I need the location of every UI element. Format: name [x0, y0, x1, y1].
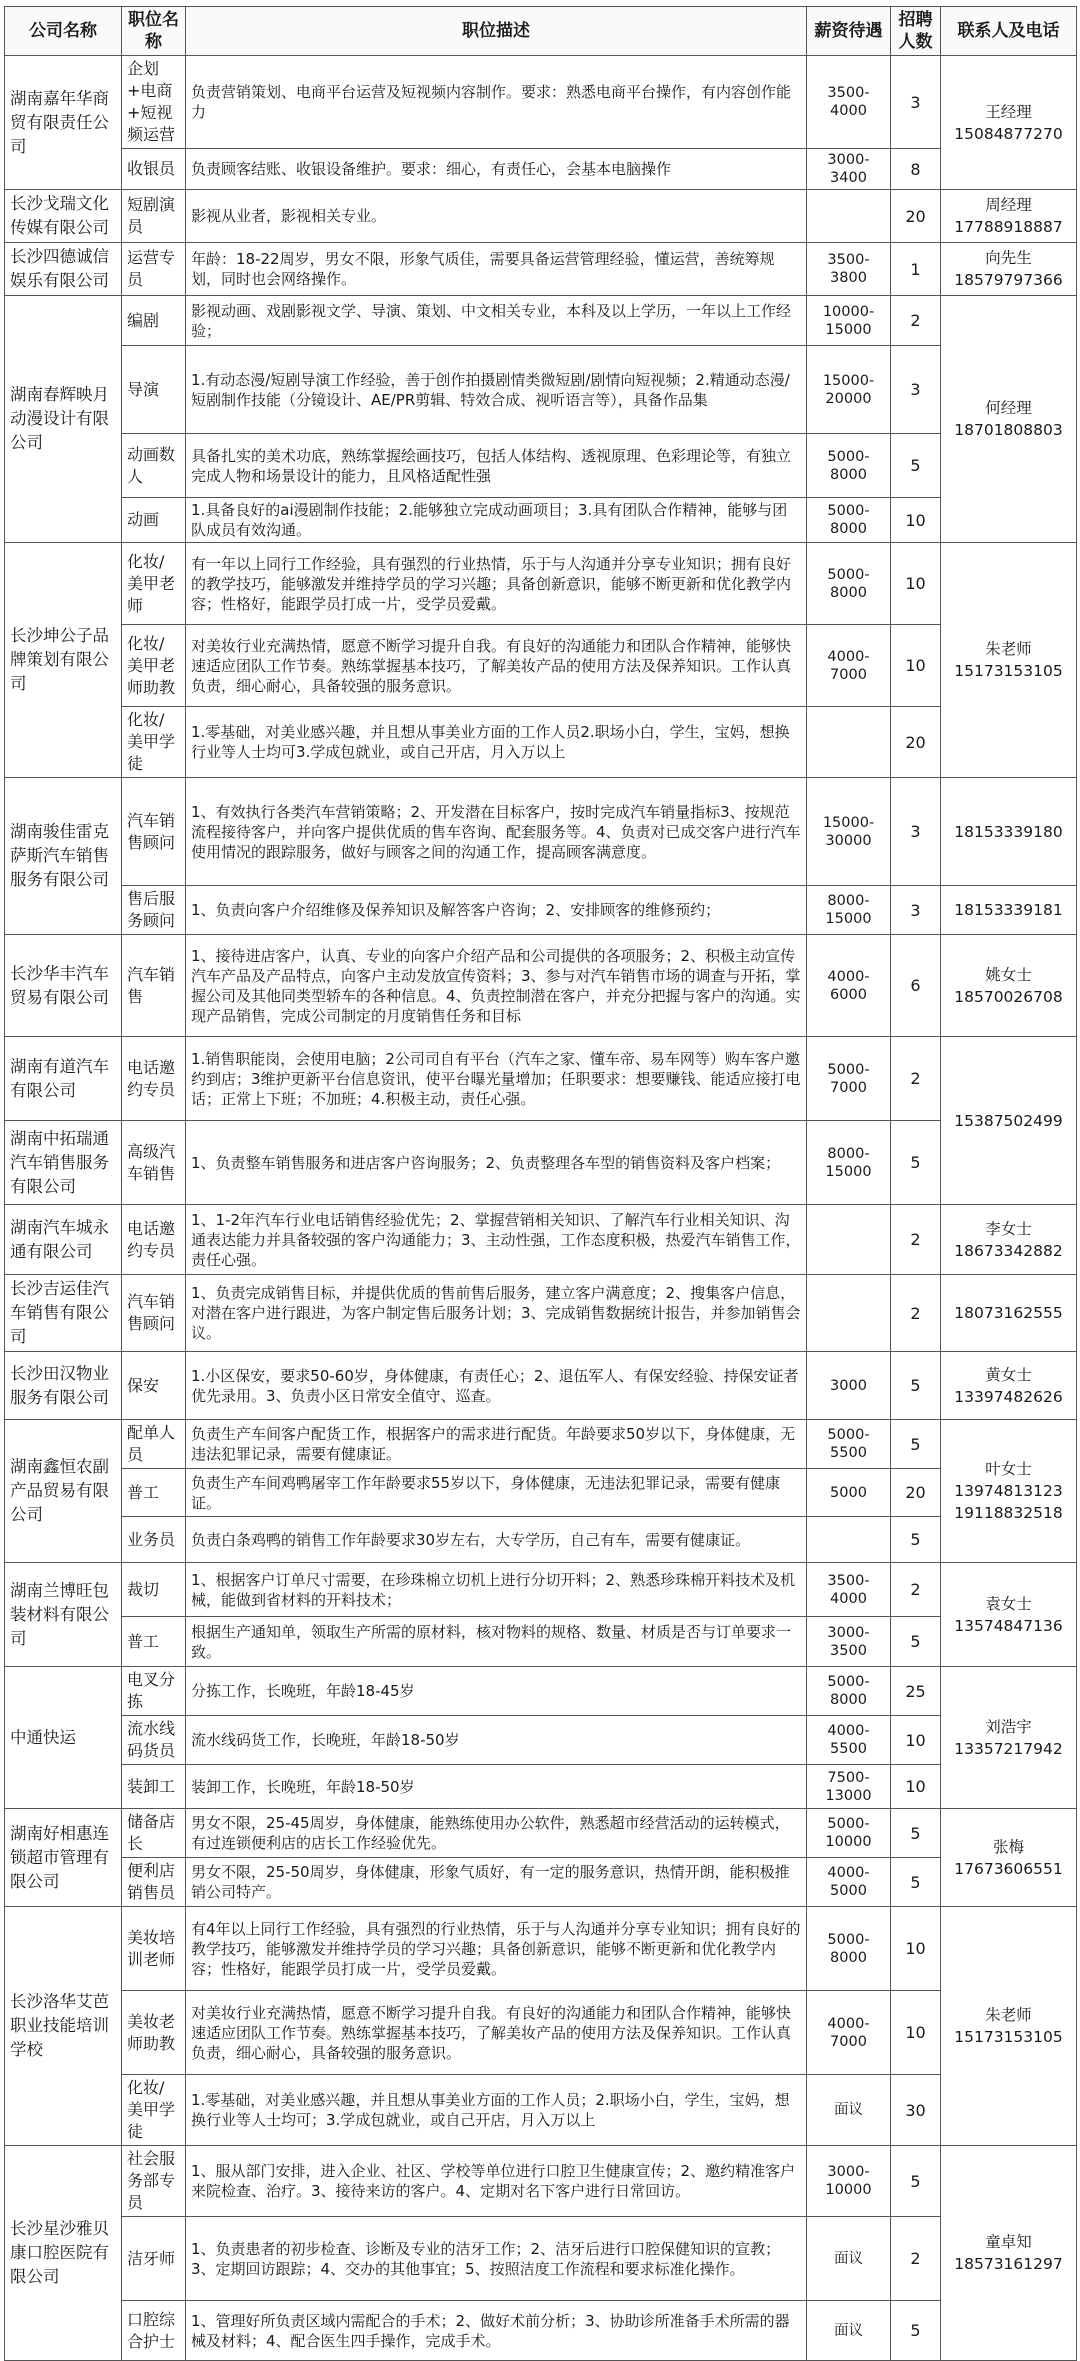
- headcount-cell: 10: [891, 498, 941, 543]
- contact-phone: 17673606551: [954, 1859, 1063, 1878]
- description-cell: 1、负责完成销售目标，并提供优质的售前售后服务，建立客户满意度；2、搜集客户信息，对潜在客户进行跟进，为客户制定售后服务计划；3、完成销售数据统计报告，并参加销售会议。: [186, 1275, 807, 1352]
- table-row: [5, 2075, 1077, 2146]
- description-cell: 1、负责向客户介绍维修及保养知识及解答客户咨询；2、安排顾客的维修预约；: [186, 886, 807, 935]
- contact-name: 刘浩宇: [985, 1717, 1032, 1736]
- description-cell: 1、负责患者的初步检查、诊断及专业的洁牙工作；2、洁牙后进行口腔保健知识的宣教；3、定期回访跟踪；4、交办的其他事宜；5、按照洁度工作流程和要求标准化操作。: [186, 2217, 807, 2301]
- salary-cell: 3000-10000: [807, 2146, 891, 2217]
- description-cell: 具备扎实的美术功底，熟练掌握绘画技巧，包括人体结构、透视原理、色彩理论等，有独立完成人物和场景设计的能力，且风格适配性强: [186, 434, 807, 498]
- table-row: [5, 346, 1077, 434]
- contact-cell: [941, 1563, 1077, 1667]
- position-cell: 保安: [122, 1352, 186, 1420]
- headcount-cell: 5: [891, 1352, 941, 1420]
- salary-cell: 5000-8000: [807, 543, 891, 625]
- salary-cell: 5000-8000: [807, 1907, 891, 1991]
- description-cell: 1、根据客户订单尺寸需要，在珍珠棉立切机上进行分切开料；2、熟悉珍珠棉开料技术及机械，能做到省材料的开料技术；: [186, 1563, 807, 1617]
- contact-phone: 15387502499: [954, 1111, 1063, 1130]
- salary-cell: 面议: [807, 2075, 891, 2146]
- contact-cell: [941, 1352, 1077, 1420]
- contact-phone: 18153339181: [954, 901, 1063, 919]
- salary-cell: 3000: [807, 1352, 891, 1420]
- job-table: [4, 6, 1077, 2361]
- salary-cell: 15000-20000: [807, 346, 891, 434]
- table-header: [5, 7, 1077, 56]
- headcount-cell: 5: [891, 1858, 941, 1907]
- headcount-cell: 6: [891, 935, 941, 1037]
- position-cell: 化妆/美甲老师: [122, 543, 186, 625]
- table-row: [5, 1420, 1077, 1469]
- header-company: 公司名称: [5, 7, 122, 56]
- table-row: [5, 1275, 1077, 1352]
- company-name-cell: 湖南中拓瑞通汽车销售服务有限公司: [5, 1121, 122, 1205]
- contact-cell: [941, 935, 1077, 1037]
- salary-cell: 4000-5000: [807, 1858, 891, 1907]
- company-name-cell: 长沙星沙雅贝康口腔医院有限公司: [5, 2146, 122, 2361]
- table-row: [5, 1205, 1077, 1275]
- contact-cell: [941, 1809, 1077, 1907]
- contact-name: 童卓知: [985, 2233, 1032, 2251]
- contact-cell: [941, 2146, 1077, 2361]
- description-cell: 负责顾客结账、收银设备维护。要求：细心，有责任心，会基本电脑操作: [186, 149, 807, 190]
- contact-cell: [941, 1037, 1077, 1205]
- contact-name: 袁女士: [985, 1594, 1032, 1613]
- description-cell: 1.小区保安，要求50-60岁，身体健康，有责任心；2、退伍军人、有保安经验、持保安证者优先录用。3、负责小区日常安全值守、巡查。: [186, 1352, 807, 1420]
- description-cell: 负责白条鸡鸭的销售工作年龄要求30岁左右，大专学历，自己有车，需要有健康证。: [186, 1517, 807, 1563]
- contact-name: 朱老师: [985, 640, 1032, 658]
- description-cell: 1.零基础，对美业感兴趣，并且想从事美业方面的工作人员；2.职场小白，学生，宝妈，想换行业等人士均可；3.学成包就业，或自己开店，月入万以上: [186, 2075, 807, 2146]
- contact-phone: 18573161297: [954, 2255, 1063, 2273]
- company-name-cell: 长沙坤公子品牌策划有限公司: [5, 543, 122, 778]
- contact-cell: [941, 886, 1077, 935]
- description-cell: 1.销售职能岗，会使用电脑；2公司司自有平台（汽车之家、懂车帝、易车网等）购车客户邀约到店；3维护更新平台信息资讯，使平台曝光量增加；任职要求：想要赚钱、能适应接打电话；正常上下班；不加班；4.积极主动，责任心强。: [186, 1037, 807, 1121]
- contact-phone: 18701808803: [954, 421, 1063, 439]
- table-row: [5, 1352, 1077, 1420]
- contact-phone: 13357217942: [954, 1739, 1063, 1758]
- table-row: [5, 778, 1077, 886]
- headcount-cell: 20: [891, 1469, 941, 1517]
- contact-cell: [941, 1275, 1077, 1352]
- headcount-cell: 8: [891, 149, 941, 190]
- headcount-cell: 2: [891, 1275, 941, 1352]
- position-cell: 化妆/美甲学徒: [122, 2075, 186, 2146]
- position-cell: 便利店销售员: [122, 1858, 186, 1907]
- headcount-cell: 25: [891, 1667, 941, 1716]
- position-cell: 电话邀约专员: [122, 1205, 186, 1275]
- description-cell: 分拣工作，长晚班，年龄18-45岁: [186, 1667, 807, 1716]
- contact-cell: [941, 1907, 1077, 2146]
- salary-cell: 3500-4000: [807, 56, 891, 149]
- company-name-cell: 湖南骏佳雷克萨斯汽车销售服务有限公司: [5, 778, 122, 935]
- position-cell: 售后服务顾问: [122, 886, 186, 935]
- description-cell: 有一年以上同行工作经验，具有强烈的行业热情，乐于与人沟通并分享专业知识；拥有良好的教学技巧，能够激发并维持学员的学习兴趣；具备创新意识，能够不断更新和优化教学内容；性格好，能跟学员打成一片，受学员爱戴。: [186, 543, 807, 625]
- headcount-cell: 3: [891, 346, 941, 434]
- header-salary: 薪资待遇: [807, 7, 891, 56]
- table-row: [5, 1858, 1077, 1907]
- description-cell: 1.零基础，对美业感兴趣，并且想从事美业方面的工作人员2.职场小白，学生，宝妈，想换行业等人士均可3.学成包就业，或自己开店，月入万以上: [186, 707, 807, 778]
- headcount-cell: 10: [891, 625, 941, 707]
- table-row: [5, 886, 1077, 935]
- contact-phone: 18570026708: [954, 987, 1063, 1006]
- contact-name: 姚女士: [985, 965, 1032, 984]
- header-position: 职位名称: [122, 7, 186, 56]
- contact-cell: [941, 56, 1077, 190]
- contact-name: 王经理: [985, 102, 1032, 121]
- salary-cell: 10000-15000: [807, 296, 891, 346]
- table-row: [5, 1121, 1077, 1205]
- description-cell: 装卸工作，长晚班，年龄18-50岁: [186, 1765, 807, 1809]
- position-cell: 动画: [122, 498, 186, 543]
- position-cell: 电话邀约专员: [122, 1037, 186, 1121]
- table-row: [5, 149, 1077, 190]
- salary-cell: 5000-7000: [807, 1037, 891, 1121]
- position-cell: 普工: [122, 1617, 186, 1667]
- headcount-cell: 20: [891, 707, 941, 778]
- table-row: [5, 625, 1077, 707]
- contact-name: 李女士: [985, 1219, 1032, 1238]
- position-cell: 汽车销售: [122, 935, 186, 1037]
- table-row: [5, 243, 1077, 296]
- table-row: [5, 1469, 1077, 1517]
- salary-cell: 3000-3500: [807, 1617, 891, 1667]
- headcount-cell: 5: [891, 1517, 941, 1563]
- headcount-cell: 20: [891, 190, 941, 243]
- company-name-cell: 长沙戈瑞文化传媒有限公司: [5, 190, 122, 243]
- table-row: [5, 1991, 1077, 2075]
- description-cell: 年龄：18-22周岁，男女不限，形象气质佳，需要具备运营管理经验，懂运营，善统筹规划，同时也会网络操作。: [186, 243, 807, 296]
- headcount-cell: 5: [891, 1809, 941, 1858]
- salary-cell: 15000-30000: [807, 778, 891, 886]
- position-cell: 动画数人: [122, 434, 186, 498]
- contact-phone: 17788918887: [954, 218, 1063, 236]
- table-row: [5, 707, 1077, 778]
- salary-cell: 4000-7000: [807, 1991, 891, 2075]
- salary-cell: 5000-8000: [807, 434, 891, 498]
- contact-name: 叶女士: [985, 1460, 1032, 1478]
- contact-phone: 15173153105: [954, 2028, 1063, 2046]
- position-cell: 装卸工: [122, 1765, 186, 1809]
- salary-cell: 7500-13000: [807, 1765, 891, 1809]
- headcount-cell: 3: [891, 886, 941, 935]
- position-cell: 裁切: [122, 1563, 186, 1617]
- position-cell: 社会服务部专员: [122, 2146, 186, 2217]
- salary-cell: 4000-6000: [807, 935, 891, 1037]
- description-cell: 负责营销策划、电商平台运营及短视频内容制作。要求：熟悉电商平台操作，有内容创作能力: [186, 56, 807, 149]
- position-cell: 短剧演员: [122, 190, 186, 243]
- contact-cell: [941, 190, 1077, 243]
- header-description: 职位描述: [186, 7, 807, 56]
- position-cell: 编剧: [122, 296, 186, 346]
- contact-cell: [941, 543, 1077, 778]
- salary-cell: 4000-7000: [807, 625, 891, 707]
- description-cell: 负责生产车间客户配货工作，根据客户的需求进行配货。年龄要求50岁以下，身体健康，无违法犯罪记录，需要有健康证。: [186, 1420, 807, 1469]
- position-cell: 收银员: [122, 149, 186, 190]
- description-cell: 1、负责整车销售服务和进店客户咨询服务；2、负责整理各车型的销售资料及客户档案；: [186, 1121, 807, 1205]
- position-cell: 业务员: [122, 1517, 186, 1563]
- salary-cell: 8000-15000: [807, 886, 891, 935]
- description-cell: 1、管理好所负责区域内需配合的手术；2、做好术前分析；3、协助诊所准备手术所需的器械及材料；4、配合医生四手操作，完成手术。: [186, 2301, 807, 2361]
- headcount-cell: 5: [891, 1420, 941, 1469]
- contact-name: 向先生: [985, 249, 1032, 267]
- salary-cell: 5000-10000: [807, 1809, 891, 1858]
- headcount-cell: 10: [891, 1907, 941, 1991]
- table-row: [5, 1907, 1077, 1991]
- salary-cell: [807, 707, 891, 778]
- position-cell: 汽车销售顾问: [122, 1275, 186, 1352]
- headcount-cell: 30: [891, 2075, 941, 2146]
- table-row: [5, 190, 1077, 243]
- position-cell: 配单人员: [122, 1420, 186, 1469]
- description-cell: 影视动画、戏剧影视文学、导演、策划、中文相关专业，本科及以上学历，一年以上工作经验；: [186, 296, 807, 346]
- salary-cell: [807, 1205, 891, 1275]
- headcount-cell: 5: [891, 2301, 941, 2361]
- company-name-cell: 湖南有道汽车有限公司: [5, 1037, 122, 1121]
- company-name-cell: 湖南汽车城永通有限公司: [5, 1205, 122, 1275]
- description-cell: 对美妆行业充满热情，愿意不断学习提升自我。有良好的沟通能力和团队合作精神，能够快速适应团队工作节奏。熟练掌握基本技巧，了解美妆产品的使用方法及保养知识。工作认真负责，细心耐心，具备较强的服务意识。: [186, 1991, 807, 2075]
- position-cell: 化妆/美甲老师助教: [122, 625, 186, 707]
- headcount-cell: 10: [891, 543, 941, 625]
- position-cell: 化妆/美甲学徒: [122, 707, 186, 778]
- table-row: [5, 1563, 1077, 1617]
- contact-phone: 13974813123 19118832518: [954, 1482, 1063, 1522]
- header-count: 招聘人数: [891, 7, 941, 56]
- company-name-cell: 长沙四德诚信娱乐有限公司: [5, 243, 122, 296]
- table-row: [5, 56, 1077, 149]
- company-name-cell: 长沙洛华艾芭职业技能培训学校: [5, 1907, 122, 2146]
- table-row: [5, 1667, 1077, 1716]
- contact-phone: 18153339180: [954, 822, 1063, 841]
- headcount-cell: 5: [891, 1617, 941, 1667]
- description-cell: 1.有动态漫/短剧导演工作经验，善于创作拍摄剧情类微短剧/剧情向短视频；2.精通动态漫/短剧制作技能（分镜设计、AE/PR剪辑、特效合成、视听语言等），具备作品集: [186, 346, 807, 434]
- headcount-cell: 10: [891, 1765, 941, 1809]
- table-row: [5, 1809, 1077, 1858]
- table-row: [5, 434, 1077, 498]
- contact-phone: 18073162555: [954, 1304, 1063, 1322]
- headcount-cell: 2: [891, 1205, 941, 1275]
- company-name-cell: 湖南鑫恒农副产品贸易有限公司: [5, 1420, 122, 1563]
- headcount-cell: 5: [891, 1121, 941, 1205]
- description-cell: 有4年以上同行工作经验，具有强烈的行业热情，乐于与人沟通并分享专业知识；拥有良好的教学技巧，能够激发并维持学员的学习兴趣；具备创新意识，能够不断更新和优化教学内容；性格好，能跟学员打成一片，受学员爱戴。: [186, 1907, 807, 1991]
- contact-phone: 18673342882: [954, 1241, 1063, 1260]
- headcount-cell: 5: [891, 2146, 941, 2217]
- header-contact: 联系人及电话: [941, 7, 1077, 56]
- company-name-cell: 中通快运: [5, 1667, 122, 1809]
- contact-cell: [941, 1205, 1077, 1275]
- contact-name: 何经理: [985, 399, 1032, 417]
- company-name-cell: 湖南嘉年华商贸有限责任公司: [5, 56, 122, 190]
- salary-cell: 5000-8000: [807, 498, 891, 543]
- description-cell: 男女不限，25-50周岁，身体健康，形象气质好，有一定的服务意识，热情开朗，能积极推销公司特产。: [186, 1858, 807, 1907]
- position-cell: 洁牙师: [122, 2217, 186, 2301]
- salary-cell: 面议: [807, 2217, 891, 2301]
- table-row: [5, 2301, 1077, 2361]
- salary-cell: 3500-4000: [807, 1563, 891, 1617]
- table-row: [5, 296, 1077, 346]
- salary-cell: 4000-5500: [807, 1716, 891, 1765]
- table-row: [5, 1716, 1077, 1765]
- salary-cell: 3500-3800: [807, 243, 891, 296]
- description-cell: 1、1-2年汽车行业电话销售经验优先；2、掌握营销相关知识、了解汽车行业相关知识、沟通表达能力并具备较强的客户沟通能力；3、主动性强，工作态度积极，热爱汽车销售工作，责任心强。: [186, 1205, 807, 1275]
- headcount-cell: 3: [891, 778, 941, 886]
- table-body: [5, 56, 1077, 2361]
- description-cell: 负责生产车间鸡鸭屠宰工作年龄要求55岁以下，身体健康，无违法犯罪记录，需要有健康证。: [186, 1469, 807, 1517]
- headcount-cell: 2: [891, 2217, 941, 2301]
- company-name-cell: 湖南兰博旺包装材料有限公司: [5, 1563, 122, 1667]
- position-cell: 口腔综合护士: [122, 2301, 186, 2361]
- table-row: [5, 498, 1077, 543]
- description-cell: 流水线码货工作，长晚班，年龄18-50岁: [186, 1716, 807, 1765]
- contact-phone: 18579797366: [954, 271, 1063, 289]
- position-cell: 储备店长: [122, 1809, 186, 1858]
- salary-cell: 5000-5500: [807, 1420, 891, 1469]
- company-name-cell: 长沙华丰汽车贸易有限公司: [5, 935, 122, 1037]
- headcount-cell: 3: [891, 56, 941, 149]
- position-cell: 电叉分拣: [122, 1667, 186, 1716]
- salary-cell: 3000-3400: [807, 149, 891, 190]
- table-row: [5, 1517, 1077, 1563]
- description-cell: 1、接待进店客户，认真、专业的向客户介绍产品和公司提供的各项服务；2、积极主动宣传汽车产品及产品特点，向客户主动发放宣传资料；3、参与对汽车销售市场的调查与开拓，掌握公司及其他同类型轿车的各种信息。4、负责控制潜在客户，并充分把握与客户的沟通。实现产品销售，完成公司制定的月度销售任务和目标: [186, 935, 807, 1037]
- table-row: [5, 2217, 1077, 2301]
- salary-cell: [807, 190, 891, 243]
- description-cell: 1、有效执行各类汽车营销策略；2、开发潜在目标客户，按时完成汽车销量指标3、按规范流程接待客户，并向客户提供优质的售车咨询、配套服务等。4、负责对已成交客户进行汽车使用情况的跟踪服务，做好与顾客之间的沟通工作，提高顾客满意度。: [186, 778, 807, 886]
- company-name-cell: 长沙吉运佳汽车销售有限公司: [5, 1275, 122, 1352]
- position-cell: 运营专员: [122, 243, 186, 296]
- contact-name: 周经理: [985, 196, 1032, 214]
- contact-cell: [941, 778, 1077, 886]
- position-cell: 美妆老师助教: [122, 1991, 186, 2075]
- contact-cell: [941, 296, 1077, 543]
- headcount-cell: 2: [891, 1037, 941, 1121]
- salary-cell: [807, 1275, 891, 1352]
- table-row: [5, 1037, 1077, 1121]
- position-cell: 美妆培训老师: [122, 1907, 186, 1991]
- contact-name: 黄女士: [985, 1365, 1032, 1384]
- salary-cell: [807, 1517, 891, 1563]
- contact-cell: [941, 1667, 1077, 1809]
- table-row: [5, 1765, 1077, 1809]
- contact-phone: 13397482626: [954, 1387, 1063, 1406]
- salary-cell: 5000-8000: [807, 1667, 891, 1716]
- description-cell: 根据生产通知单，领取生产所需的原材料，核对物料的规格、数量、材质是否与订单要求一致。: [186, 1617, 807, 1667]
- headcount-cell: 5: [891, 434, 941, 498]
- headcount-cell: 2: [891, 296, 941, 346]
- contact-cell: [941, 1420, 1077, 1563]
- table-row: [5, 1617, 1077, 1667]
- salary-cell: 面议: [807, 2301, 891, 2361]
- table-row: [5, 543, 1077, 625]
- company-name-cell: 湖南春辉映月动漫设计有限公司: [5, 296, 122, 543]
- position-cell: 高级汽车销售: [122, 1121, 186, 1205]
- position-cell: 企划+电商+短视频运营: [122, 56, 186, 149]
- position-cell: 汽车销售顾问: [122, 778, 186, 886]
- contact-phone: 15173153105: [954, 662, 1063, 680]
- salary-cell: 5000: [807, 1469, 891, 1517]
- company-name-cell: 长沙田汉物业服务有限公司: [5, 1352, 122, 1420]
- contact-cell: [941, 243, 1077, 296]
- description-cell: 1、服从部门安排，进入企业、社区、学校等单位进行口腔卫生健康宣传；2、邀约精准客户来院检查、治疗。3、接待来访的客户。4、定期对名下客户进行日常回访。: [186, 2146, 807, 2217]
- description-cell: 1.具备良好的ai漫剧制作技能；2.能够独立完成动画项目；3.具有团队合作精神，能够与团队成员有效沟通。: [186, 498, 807, 543]
- contact-name: 张梅: [992, 1837, 1024, 1856]
- contact-phone: 13574847136: [954, 1616, 1063, 1635]
- headcount-cell: 10: [891, 1991, 941, 2075]
- table-row: [5, 2146, 1077, 2217]
- contact-phone: 15084877270: [954, 124, 1063, 143]
- position-cell: 普工: [122, 1469, 186, 1517]
- headcount-cell: 2: [891, 1563, 941, 1617]
- company-name-cell: 湖南好相惠连锁超市管理有限公司: [5, 1809, 122, 1907]
- description-cell: 影视从业者，影视相关专业。: [186, 190, 807, 243]
- headcount-cell: 1: [891, 243, 941, 296]
- position-cell: 流水线码货员: [122, 1716, 186, 1765]
- salary-cell: 8000-15000: [807, 1121, 891, 1205]
- table-row: [5, 935, 1077, 1037]
- position-cell: 导演: [122, 346, 186, 434]
- description-cell: 男女不限，25-45周岁，身体健康，能熟练使用办公软件，熟悉超市经营活动的运转模式，有过连锁便利店的店长工作经验优先。: [186, 1809, 807, 1858]
- contact-name: 朱老师: [985, 2006, 1032, 2024]
- headcount-cell: 10: [891, 1716, 941, 1765]
- description-cell: 对美妆行业充满热情，愿意不断学习提升自我。有良好的沟通能力和团队合作精神，能够快速适应团队工作节奏。熟练掌握基本技巧，了解美妆产品的使用方法及保养知识。工作认真负责，细心耐心，具备较强的服务意识。: [186, 625, 807, 707]
